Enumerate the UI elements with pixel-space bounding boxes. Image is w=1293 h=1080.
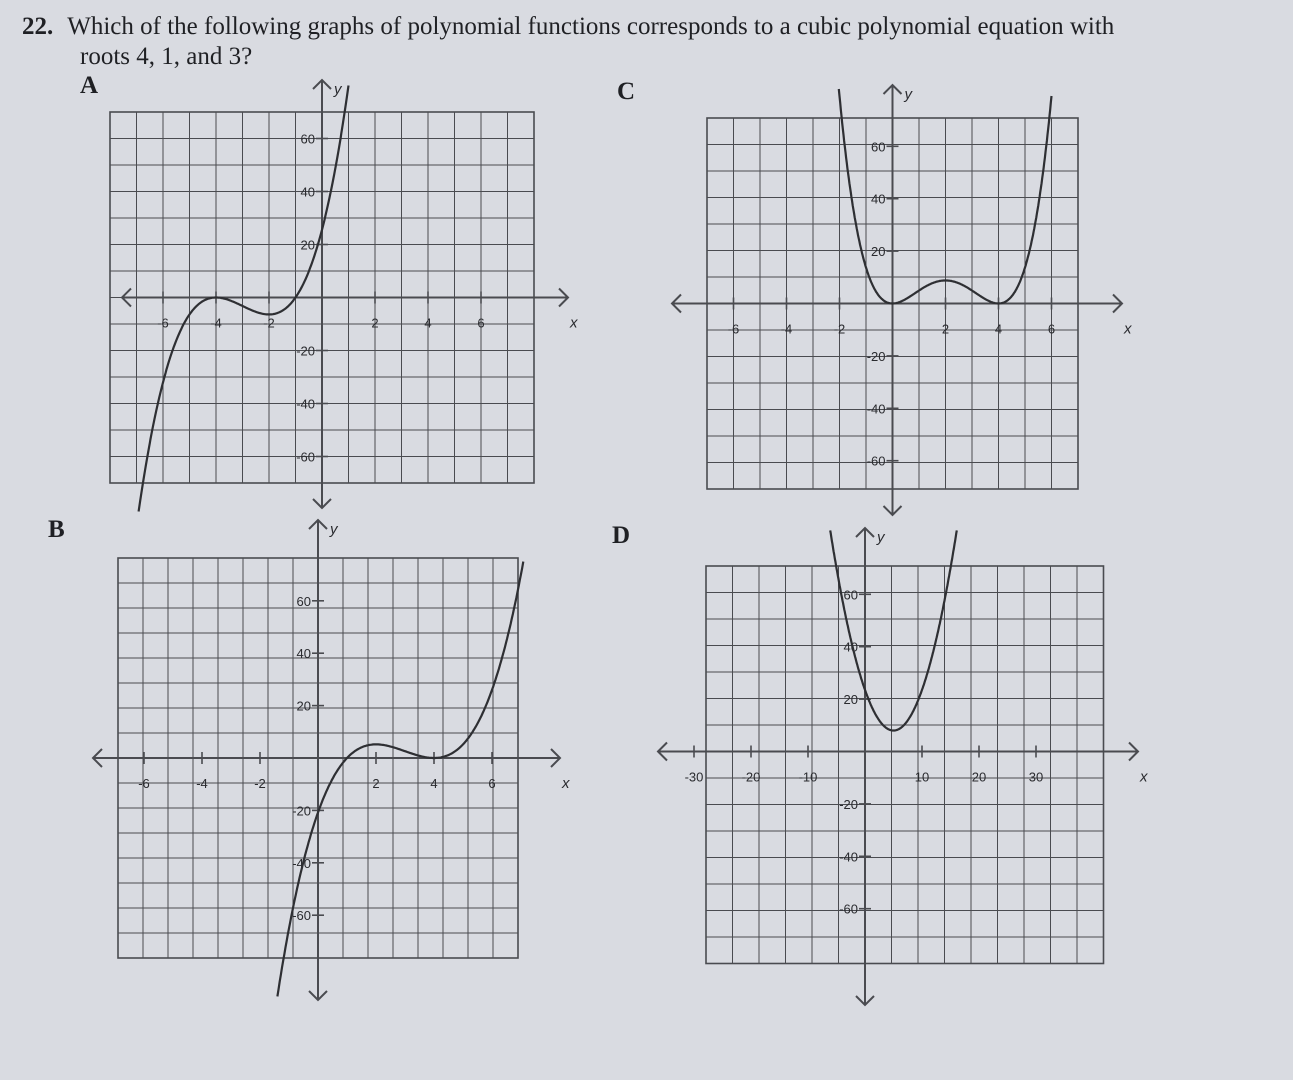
y-tick-label: -20 <box>292 803 311 819</box>
y-tick-label: 40 <box>843 639 858 655</box>
y-tick-label: -60 <box>839 901 858 917</box>
x-tick-label: -4 <box>196 776 208 791</box>
y-axis-letter: y <box>877 529 885 546</box>
x-tick-label: 10 <box>914 769 930 785</box>
x-tick-label: 2 <box>372 776 380 791</box>
y-tick-label: -60 <box>866 453 886 469</box>
option-label-d: D <box>612 522 631 549</box>
y-tick-label: -40 <box>296 396 315 412</box>
x-tick-label: -20 <box>741 769 761 785</box>
x-tick-label: -2 <box>254 776 266 791</box>
y-tick-label: 40 <box>300 184 315 200</box>
y-tick-label: -20 <box>866 348 886 364</box>
option-label-a: A <box>80 72 99 99</box>
x-axis-letter: x <box>562 775 570 792</box>
y-axis-letter: y <box>334 81 342 98</box>
y-tick-label: 40 <box>296 646 311 662</box>
x-tick-label: 6 <box>477 315 485 331</box>
y-tick-label: -40 <box>292 855 311 871</box>
y-tick-label: 60 <box>300 131 315 147</box>
x-tick-label: -6 <box>727 321 740 337</box>
y-tick-label: -20 <box>839 796 858 812</box>
y-tick-label: -40 <box>839 849 858 865</box>
x-tick-label: -4 <box>780 321 793 337</box>
y-axis-letter: y <box>904 86 912 103</box>
y-tick-label: 20 <box>871 244 886 260</box>
y-tick-label: -20 <box>296 343 315 359</box>
x-axis-letter: x <box>1140 768 1148 786</box>
x-tick-label: 20 <box>971 769 987 785</box>
x-tick-label: 6 <box>1047 321 1056 337</box>
x-axis-letter: x <box>570 314 578 332</box>
y-tick-label: 20 <box>300 237 315 253</box>
x-tick-label: 4 <box>424 315 432 331</box>
y-tick-label: 20 <box>296 698 311 714</box>
x-tick-label: -10 <box>798 769 818 785</box>
option-label-b: B <box>48 516 65 543</box>
y-tick-label: 60 <box>296 593 311 609</box>
y-tick-label: 60 <box>843 587 858 603</box>
x-tick-label: -6 <box>157 315 169 331</box>
x-tick-label: -30 <box>684 769 704 785</box>
question-line-1: Which of the following graphs of polynomial functions corresponds to a cubic polynomial equation with <box>67 13 1115 40</box>
y-tick-label: 20 <box>843 692 858 708</box>
x-tick-label: -2 <box>833 321 846 337</box>
question-line-2: roots 4, 1, and 3? <box>80 43 253 70</box>
y-axis-letter: y <box>330 521 338 538</box>
y-tick-label: 60 <box>871 139 886 155</box>
y-tick-label: 40 <box>871 191 886 207</box>
x-tick-label: 2 <box>941 321 950 337</box>
x-tick-label: 30 <box>1028 769 1044 785</box>
option-label-c: C <box>617 78 636 105</box>
x-axis-letter: x <box>1124 320 1132 338</box>
x-tick-label: 4 <box>994 321 1003 337</box>
y-tick-label: -60 <box>296 449 315 465</box>
question-number: 22. <box>22 13 54 40</box>
y-tick-label: -60 <box>292 908 311 924</box>
grid-frame <box>706 566 1104 964</box>
x-tick-label: -4 <box>210 315 222 331</box>
x-tick-label: -2 <box>263 315 275 331</box>
x-tick-label: 2 <box>371 315 379 331</box>
x-tick-label: 6 <box>488 776 496 791</box>
y-tick-label: -40 <box>866 401 886 417</box>
x-tick-label: -6 <box>138 776 150 791</box>
x-tick-label: 4 <box>430 776 438 791</box>
